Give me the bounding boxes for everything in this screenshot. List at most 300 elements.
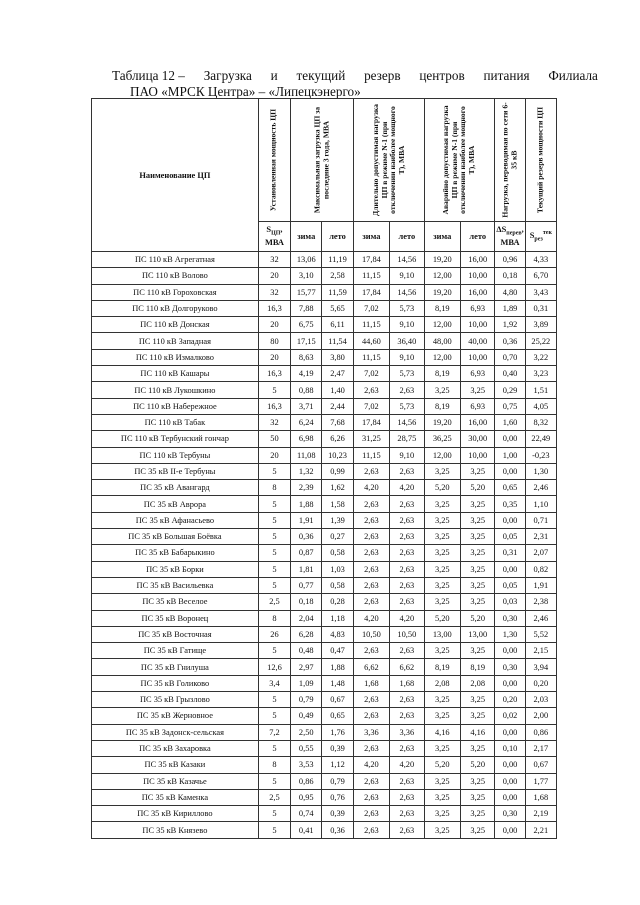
cell-transferred: 0,29 bbox=[495, 382, 525, 398]
cell-max-winter: 6,24 bbox=[291, 414, 322, 430]
cell-long-winter: 2,63 bbox=[353, 643, 389, 659]
cell-max-summer: 0,47 bbox=[322, 643, 353, 659]
cell-long-summer: 9,10 bbox=[390, 317, 424, 333]
cell-max-summer: 0,99 bbox=[322, 463, 353, 479]
cell-long-summer: 2,63 bbox=[390, 789, 424, 805]
cell-max-summer: 0,58 bbox=[322, 545, 353, 561]
cell-emerg-summer: 3,25 bbox=[461, 643, 495, 659]
table-row bbox=[92, 757, 557, 773]
cell-transferred: 0,00 bbox=[495, 512, 525, 528]
cell-transferred: 4,80 bbox=[495, 284, 525, 300]
cell-transferred: 0,35 bbox=[495, 496, 525, 512]
cell-max-winter: 2,97 bbox=[291, 659, 322, 675]
cell-max-winter: 0,87 bbox=[291, 545, 322, 561]
cell-installed: 32 bbox=[258, 252, 290, 268]
table-row bbox=[92, 317, 557, 333]
cell-max-winter: 1,81 bbox=[291, 561, 322, 577]
cell-emerg-summer: 4,16 bbox=[461, 724, 495, 740]
cell-emerg-summer: 3,25 bbox=[461, 463, 495, 479]
cell-installed: 20 bbox=[258, 447, 290, 463]
cell-installed: 5 bbox=[258, 708, 290, 724]
cell-emerg-winter: 5,20 bbox=[424, 480, 460, 496]
cell-emerg-winter: 3,25 bbox=[424, 463, 460, 479]
cell-long-winter: 2,63 bbox=[353, 561, 389, 577]
caption-word: Загрузка bbox=[203, 68, 252, 83]
cell-long-winter: 44,60 bbox=[353, 333, 389, 349]
cell-transferred: 0,00 bbox=[495, 822, 525, 838]
cell-long-summer: 4,20 bbox=[390, 610, 424, 626]
cell-long-winter: 2,63 bbox=[353, 692, 389, 708]
subheader-winter: зима bbox=[291, 222, 322, 252]
cell-emerg-summer: 10,00 bbox=[461, 317, 495, 333]
cell-max-summer: 1,40 bbox=[322, 382, 353, 398]
cell-name: ПС 110 кВ Западная bbox=[92, 333, 259, 349]
col-header-reserve-text: Текущий резерв мощности ЦП bbox=[535, 106, 545, 214]
cell-installed: 16,3 bbox=[258, 398, 290, 414]
cell-reserve: 1,91 bbox=[525, 577, 556, 593]
cell-name: ПС 110 кВ Лукошкино bbox=[92, 382, 259, 398]
cell-transferred: 1,30 bbox=[495, 626, 525, 642]
table-row bbox=[92, 398, 557, 414]
cell-emerg-winter: 3,25 bbox=[424, 594, 460, 610]
cell-name: ПС 110 кВ Измалково bbox=[92, 349, 259, 365]
table-row bbox=[92, 659, 557, 675]
cell-max-summer: 1,88 bbox=[322, 659, 353, 675]
cell-max-winter: 0,36 bbox=[291, 529, 322, 545]
cell-name: ПС 110 кВ Гороховская bbox=[92, 284, 259, 300]
cell-reserve: 2,46 bbox=[525, 610, 556, 626]
table-row bbox=[92, 284, 557, 300]
cell-long-winter: 2,63 bbox=[353, 512, 389, 528]
cell-max-winter: 0,95 bbox=[291, 789, 322, 805]
cell-transferred: 0,00 bbox=[495, 675, 525, 691]
cell-name: ПС 35 кВ Грызлово bbox=[92, 692, 259, 708]
table-row bbox=[92, 366, 557, 382]
cell-emerg-summer: 3,25 bbox=[461, 512, 495, 528]
cell-emerg-summer: 16,00 bbox=[461, 252, 495, 268]
cell-long-winter: 2,63 bbox=[353, 463, 389, 479]
cell-long-summer: 5,73 bbox=[390, 398, 424, 414]
cell-long-winter: 4,20 bbox=[353, 757, 389, 773]
col-header-transferred-text: Нагрузка, переводимая по сети 6-35 кВ bbox=[500, 102, 519, 218]
cell-long-winter: 7,02 bbox=[353, 366, 389, 382]
cell-emerg-winter: 3,25 bbox=[424, 806, 460, 822]
cell-emerg-summer: 3,25 bbox=[461, 577, 495, 593]
cell-long-winter: 2,63 bbox=[353, 740, 389, 756]
cell-max-winter: 0,18 bbox=[291, 594, 322, 610]
cell-name: ПС 110 кВ Тербунский гончар bbox=[92, 431, 259, 447]
cell-emerg-summer: 3,25 bbox=[461, 594, 495, 610]
cell-emerg-summer: 30,00 bbox=[461, 431, 495, 447]
caption-word: центров bbox=[419, 68, 465, 83]
cell-reserve: 1,10 bbox=[525, 496, 556, 512]
cell-long-summer: 1,68 bbox=[390, 675, 424, 691]
cell-reserve: 6,70 bbox=[525, 268, 556, 284]
cell-reserve: 4,33 bbox=[525, 252, 556, 268]
cell-long-summer: 9,10 bbox=[390, 349, 424, 365]
cell-installed: 5 bbox=[258, 545, 290, 561]
cell-installed: 50 bbox=[258, 431, 290, 447]
cell-transferred: 0,00 bbox=[495, 561, 525, 577]
table-row bbox=[92, 626, 557, 642]
cell-long-summer: 14,56 bbox=[390, 414, 424, 430]
cell-long-winter: 31,25 bbox=[353, 431, 389, 447]
cell-long-winter: 2,63 bbox=[353, 545, 389, 561]
cell-name: ПС 35 кВ Воронец bbox=[92, 610, 259, 626]
cell-long-winter: 2,63 bbox=[353, 789, 389, 805]
cell-long-summer: 2,63 bbox=[390, 496, 424, 512]
table-body bbox=[92, 252, 557, 839]
cell-max-winter: 0,48 bbox=[291, 643, 322, 659]
cell-emerg-winter: 13,00 bbox=[424, 626, 460, 642]
cell-installed: 20 bbox=[258, 268, 290, 284]
cell-emerg-winter: 5,20 bbox=[424, 610, 460, 626]
col-header-emergency-text: Аварийно допустимая нагрузка ЦП в режиме N-1 (при отключении наиболее мощного Т), МВА bbox=[441, 105, 477, 215]
cell-installed: 7,2 bbox=[258, 724, 290, 740]
delta-s-subscript: перев bbox=[506, 230, 522, 237]
cell-name: ПС 35 кВ Жерновное bbox=[92, 708, 259, 724]
table-row bbox=[92, 349, 557, 365]
header-row bbox=[92, 99, 557, 222]
cell-emerg-winter: 36,25 bbox=[424, 431, 460, 447]
cell-reserve: 25,22 bbox=[525, 333, 556, 349]
cell-emerg-summer: 13,00 bbox=[461, 626, 495, 642]
cell-max-summer: 11,19 bbox=[322, 252, 353, 268]
cell-long-summer: 2,63 bbox=[390, 529, 424, 545]
cell-installed: 5 bbox=[258, 463, 290, 479]
table-row bbox=[92, 692, 557, 708]
cell-emerg-winter: 5,20 bbox=[424, 757, 460, 773]
cell-reserve: 3,23 bbox=[525, 366, 556, 382]
cell-installed: 5 bbox=[258, 692, 290, 708]
cell-name: ПС 35 кВ Большая Боёвка bbox=[92, 529, 259, 545]
load-reserve-table bbox=[91, 98, 557, 839]
cell-long-winter: 2,63 bbox=[353, 529, 389, 545]
cell-emerg-winter: 3,25 bbox=[424, 708, 460, 724]
cell-long-summer: 3,36 bbox=[390, 724, 424, 740]
cell-max-winter: 17,15 bbox=[291, 333, 322, 349]
cell-emerg-summer: 10,00 bbox=[461, 349, 495, 365]
col-header-emergency bbox=[424, 99, 495, 222]
cell-long-winter: 11,15 bbox=[353, 268, 389, 284]
cell-max-winter: 0,49 bbox=[291, 708, 322, 724]
cell-max-summer: 4,83 bbox=[322, 626, 353, 642]
cell-long-summer: 2,63 bbox=[390, 708, 424, 724]
table-row bbox=[92, 333, 557, 349]
cell-installed: 5 bbox=[258, 512, 290, 528]
cell-long-summer: 2,63 bbox=[390, 643, 424, 659]
cell-emerg-winter: 2,08 bbox=[424, 675, 460, 691]
cell-long-summer: 10,50 bbox=[390, 626, 424, 642]
cell-emerg-winter: 48,00 bbox=[424, 333, 460, 349]
cell-name: ПС 35 кВ Голиково bbox=[92, 675, 259, 691]
cell-installed: 5 bbox=[258, 643, 290, 659]
cell-emerg-winter: 3,25 bbox=[424, 740, 460, 756]
cell-emerg-winter: 19,20 bbox=[424, 252, 460, 268]
cell-max-summer: 5,65 bbox=[322, 300, 353, 316]
cell-emerg-summer: 6,93 bbox=[461, 366, 495, 382]
cell-max-summer: 1,76 bbox=[322, 724, 353, 740]
cell-max-summer: 0,27 bbox=[322, 529, 353, 545]
cell-name: ПС 110 кВ Набережное bbox=[92, 398, 259, 414]
cell-reserve: 5,52 bbox=[525, 626, 556, 642]
table-row bbox=[92, 268, 557, 284]
cell-transferred: 1,89 bbox=[495, 300, 525, 316]
cell-name: ПС 110 кВ Волово bbox=[92, 268, 259, 284]
caption-word: питания bbox=[483, 68, 530, 83]
cell-max-summer: 0,36 bbox=[322, 822, 353, 838]
cell-name: ПС 35 кВ Казаки bbox=[92, 757, 259, 773]
cell-max-summer: 0,28 bbox=[322, 594, 353, 610]
table-row bbox=[92, 708, 557, 724]
cell-max-summer: 2,47 bbox=[322, 366, 353, 382]
cell-name: ПС 35 кВ Каменка bbox=[92, 789, 259, 805]
cell-name: ПС 35 кВ Авангард bbox=[92, 480, 259, 496]
table-row bbox=[92, 822, 557, 838]
cell-long-summer: 6,62 bbox=[390, 659, 424, 675]
cell-max-winter: 11,08 bbox=[291, 447, 322, 463]
cell-transferred: 0,00 bbox=[495, 643, 525, 659]
cell-long-winter: 17,84 bbox=[353, 414, 389, 430]
cell-long-winter: 4,20 bbox=[353, 610, 389, 626]
caption-word: Филиала bbox=[548, 68, 598, 83]
subheader-summer: лето bbox=[461, 222, 495, 252]
cell-reserve: 3,22 bbox=[525, 349, 556, 365]
cell-emerg-summer: 16,00 bbox=[461, 414, 495, 430]
cell-emerg-winter: 12,00 bbox=[424, 268, 460, 284]
cell-max-winter: 3,71 bbox=[291, 398, 322, 414]
cell-max-summer: 0,67 bbox=[322, 692, 353, 708]
cell-reserve: 1,68 bbox=[525, 789, 556, 805]
cell-long-summer: 5,73 bbox=[390, 300, 424, 316]
cell-emerg-summer: 2,08 bbox=[461, 675, 495, 691]
cell-transferred: 0,36 bbox=[495, 333, 525, 349]
s-symbol: S bbox=[266, 224, 272, 234]
cell-emerg-summer: 3,25 bbox=[461, 740, 495, 756]
cell-max-summer: 0,65 bbox=[322, 708, 353, 724]
cell-transferred: 0,02 bbox=[495, 708, 525, 724]
cell-emerg-winter: 4,16 bbox=[424, 724, 460, 740]
table-row bbox=[92, 577, 557, 593]
cell-installed: 5 bbox=[258, 773, 290, 789]
cell-long-winter: 2,63 bbox=[353, 577, 389, 593]
cell-emerg-winter: 8,19 bbox=[424, 366, 460, 382]
cell-transferred: 0,00 bbox=[495, 773, 525, 789]
cell-name: ПС 35 кВ Князево bbox=[92, 822, 259, 838]
subheader-delta-s: $\Delta S_{перев}$, МВА bbox=[495, 222, 525, 252]
cell-emerg-winter: 3,25 bbox=[424, 822, 460, 838]
col-header-installed-text: Установленная мощность ЦП bbox=[269, 108, 279, 212]
cell-emerg-winter: 3,25 bbox=[424, 545, 460, 561]
cell-long-winter: 3,36 bbox=[353, 724, 389, 740]
cell-reserve: 1,30 bbox=[525, 463, 556, 479]
cell-emerg-winter: 3,25 bbox=[424, 789, 460, 805]
cell-max-winter: 3,10 bbox=[291, 268, 322, 284]
cell-installed: 8 bbox=[258, 480, 290, 496]
cell-max-summer: 2,58 bbox=[322, 268, 353, 284]
table-row bbox=[92, 252, 557, 268]
table-row bbox=[92, 724, 557, 740]
cell-max-winter: 1,88 bbox=[291, 496, 322, 512]
cell-reserve: 0,67 bbox=[525, 757, 556, 773]
cell-name: ПС 35 кВ Бабарыкино bbox=[92, 545, 259, 561]
cell-reserve: 1,77 bbox=[525, 773, 556, 789]
cell-installed: 80 bbox=[258, 333, 290, 349]
cell-emerg-summer: 40,00 bbox=[461, 333, 495, 349]
subheader-summer: лето bbox=[322, 222, 353, 252]
subheader-winter: зима bbox=[424, 222, 460, 252]
cell-reserve: 3,89 bbox=[525, 317, 556, 333]
cell-transferred: 1,00 bbox=[495, 447, 525, 463]
delta-s-unit: МВА bbox=[500, 238, 520, 248]
cell-long-winter: 4,20 bbox=[353, 480, 389, 496]
cell-installed: 2,5 bbox=[258, 594, 290, 610]
cell-reserve: 2,38 bbox=[525, 594, 556, 610]
col-header-long-term bbox=[353, 99, 424, 222]
cell-max-winter: 7,88 bbox=[291, 300, 322, 316]
cell-max-winter: 8,63 bbox=[291, 349, 322, 365]
cell-transferred: 0,30 bbox=[495, 806, 525, 822]
table-row bbox=[92, 431, 557, 447]
cell-reserve: 0,86 bbox=[525, 724, 556, 740]
cell-long-summer: 2,63 bbox=[390, 545, 424, 561]
cell-name: ПС 110 кВ Агрегатная bbox=[92, 252, 259, 268]
cell-long-summer: 2,63 bbox=[390, 773, 424, 789]
cell-emerg-winter: 3,25 bbox=[424, 643, 460, 659]
cell-long-winter: 17,84 bbox=[353, 252, 389, 268]
cell-transferred: 0,31 bbox=[495, 545, 525, 561]
cell-installed: 5 bbox=[258, 382, 290, 398]
cell-max-summer: 1,39 bbox=[322, 512, 353, 528]
cell-long-winter: 6,62 bbox=[353, 659, 389, 675]
cell-emerg-winter: 3,25 bbox=[424, 692, 460, 708]
cell-long-winter: 2,63 bbox=[353, 822, 389, 838]
table-row bbox=[92, 740, 557, 756]
cell-max-summer: 6,11 bbox=[322, 317, 353, 333]
col-header-max-load bbox=[291, 99, 354, 222]
sr-superscript: тек bbox=[542, 230, 552, 237]
cell-emerg-winter: 3,25 bbox=[424, 496, 460, 512]
cell-long-winter: 1,68 bbox=[353, 675, 389, 691]
cell-max-summer: 1,62 bbox=[322, 480, 353, 496]
cell-name: ПС 110 кВ Донская bbox=[92, 317, 259, 333]
cell-transferred: 0,70 bbox=[495, 349, 525, 365]
cell-name: ПС 110 кВ Кашары bbox=[92, 366, 259, 382]
cell-reserve: 8,32 bbox=[525, 414, 556, 430]
cell-long-summer: 2,63 bbox=[390, 577, 424, 593]
cell-name: ПС 35 кВ Афанасьево bbox=[92, 512, 259, 528]
cell-reserve: 1,51 bbox=[525, 382, 556, 398]
cell-name: ПС 35 кВ Аврора bbox=[92, 496, 259, 512]
cell-max-winter: 4,19 bbox=[291, 366, 322, 382]
cell-installed: 32 bbox=[258, 284, 290, 300]
cell-long-summer: 2,63 bbox=[390, 806, 424, 822]
cell-long-summer: 2,63 bbox=[390, 561, 424, 577]
cell-name: ПС 35 кВ Гатище bbox=[92, 643, 259, 659]
cell-reserve: 2,31 bbox=[525, 529, 556, 545]
table-row bbox=[92, 447, 557, 463]
cell-emerg-winter: 3,25 bbox=[424, 529, 460, 545]
cell-installed: 5 bbox=[258, 822, 290, 838]
cell-installed: 16,3 bbox=[258, 300, 290, 316]
table-caption bbox=[112, 68, 598, 100]
cell-reserve: 2,15 bbox=[525, 643, 556, 659]
cell-long-summer: 14,56 bbox=[390, 284, 424, 300]
cell-installed: 5 bbox=[258, 740, 290, 756]
cell-max-winter: 6,75 bbox=[291, 317, 322, 333]
cell-long-summer: 2,63 bbox=[390, 692, 424, 708]
cell-long-summer: 9,10 bbox=[390, 268, 424, 284]
cell-reserve: 2,03 bbox=[525, 692, 556, 708]
caption-word: резерв bbox=[364, 68, 401, 83]
cell-installed: 8 bbox=[258, 610, 290, 626]
cell-emerg-summer: 10,00 bbox=[461, 268, 495, 284]
col-header-transferred bbox=[495, 99, 525, 222]
cell-transferred: 0,05 bbox=[495, 529, 525, 545]
cell-max-winter: 1,09 bbox=[291, 675, 322, 691]
cell-long-winter: 17,84 bbox=[353, 284, 389, 300]
cell-emerg-summer: 3,25 bbox=[461, 529, 495, 545]
col-header-reserve bbox=[525, 99, 556, 222]
sr-subscript: рез bbox=[534, 236, 543, 243]
cell-transferred: 0,75 bbox=[495, 398, 525, 414]
cell-transferred: 0,40 bbox=[495, 366, 525, 382]
cell-long-summer: 9,10 bbox=[390, 447, 424, 463]
cell-emerg-summer: 10,00 bbox=[461, 447, 495, 463]
cell-transferred: 0,05 bbox=[495, 577, 525, 593]
cell-transferred: 0,10 bbox=[495, 740, 525, 756]
table-row bbox=[92, 675, 557, 691]
cell-transferred: 0,00 bbox=[495, 431, 525, 447]
cell-max-winter: 2,50 bbox=[291, 724, 322, 740]
cell-max-summer: 1,03 bbox=[322, 561, 353, 577]
cell-emerg-winter: 12,00 bbox=[424, 447, 460, 463]
cell-transferred: 0,03 bbox=[495, 594, 525, 610]
table-row bbox=[92, 643, 557, 659]
table-row bbox=[92, 561, 557, 577]
table-row bbox=[92, 414, 557, 430]
cell-max-winter: 0,74 bbox=[291, 806, 322, 822]
cell-max-summer: 3,80 bbox=[322, 349, 353, 365]
cell-max-summer: 0,39 bbox=[322, 806, 353, 822]
cell-reserve: 0,82 bbox=[525, 561, 556, 577]
cell-long-summer: 2,63 bbox=[390, 594, 424, 610]
table-row bbox=[92, 496, 557, 512]
cell-max-summer: 1,48 bbox=[322, 675, 353, 691]
cell-reserve: 0,71 bbox=[525, 512, 556, 528]
sr-symbol: S bbox=[529, 231, 535, 241]
cell-name: ПС 35 кВ Задонск-сельская bbox=[92, 724, 259, 740]
col-header-max-load-text: Максимальная загрузка ЦП за последние 3 года, МВА bbox=[312, 106, 330, 214]
cell-name: ПС 35 кВ Борки bbox=[92, 561, 259, 577]
cell-long-winter: 10,50 bbox=[353, 626, 389, 642]
caption-line-1 bbox=[112, 68, 598, 84]
cell-name: ПС 35 кВ Восточная bbox=[92, 626, 259, 642]
cell-emerg-summer: 3,25 bbox=[461, 708, 495, 724]
cell-long-winter: 2,63 bbox=[353, 806, 389, 822]
cell-emerg-summer: 5,20 bbox=[461, 610, 495, 626]
cell-name: ПС 110 кВ Тербуны bbox=[92, 447, 259, 463]
cell-reserve: 22,49 bbox=[525, 431, 556, 447]
cell-long-summer: 28,75 bbox=[390, 431, 424, 447]
cell-max-winter: 3,53 bbox=[291, 757, 322, 773]
col-header-installed bbox=[258, 99, 290, 222]
cell-emerg-winter: 8,19 bbox=[424, 398, 460, 414]
cell-max-winter: 0,88 bbox=[291, 382, 322, 398]
cell-emerg-summer: 6,93 bbox=[461, 398, 495, 414]
cell-emerg-summer: 3,25 bbox=[461, 822, 495, 838]
cell-installed: 3,4 bbox=[258, 675, 290, 691]
